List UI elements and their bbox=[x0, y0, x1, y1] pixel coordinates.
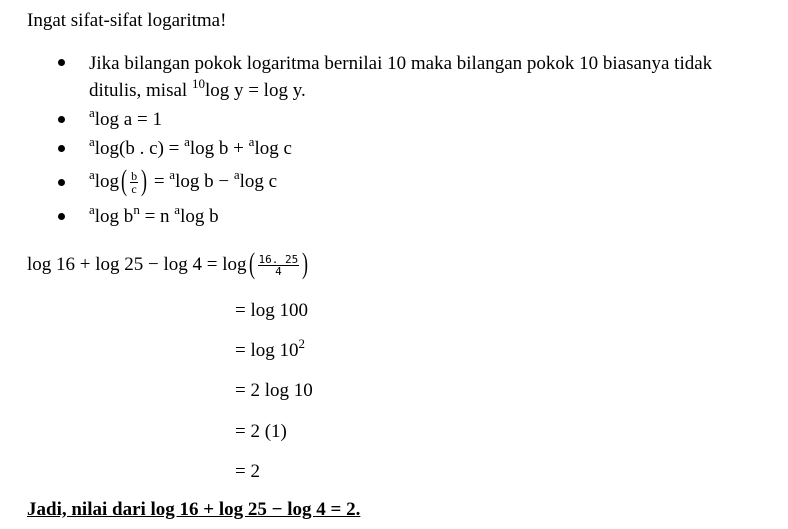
bullet-4-fraction bbox=[130, 170, 138, 196]
bullet-2-sup: a bbox=[89, 105, 95, 120]
bullet-1-line-2 bbox=[89, 76, 306, 101]
bullet-4-sup-3: a bbox=[233, 167, 240, 182]
bullet-3 bbox=[89, 134, 292, 159]
bullet-5-sup-2: a bbox=[174, 202, 181, 217]
work-paren-close: ) bbox=[302, 246, 309, 280]
bullet-1-dot bbox=[58, 59, 65, 66]
bullet-5-text-3: log b bbox=[180, 206, 219, 227]
intro-text: Ingat sifat-sifat logaritma! bbox=[27, 10, 227, 31]
work-step-4: = 2 (1) bbox=[235, 421, 287, 442]
bullet-5-text-2: = n bbox=[139, 206, 175, 227]
bullet-5-text-1: log b bbox=[94, 206, 134, 227]
bullet-4-denominator: c bbox=[131, 182, 137, 197]
work-step-1: = log 100 bbox=[235, 300, 308, 321]
bullet-4 bbox=[89, 163, 277, 202]
bullet-4-numerator: b bbox=[131, 168, 138, 183]
bullet-2-text: log a = 1 bbox=[94, 109, 162, 130]
bullet-5-sup-n: n bbox=[133, 202, 140, 217]
work-line-1 bbox=[27, 245, 310, 286]
bullet-1-post: log y = log y. bbox=[204, 80, 306, 101]
bullet-1-sup: 10 bbox=[191, 76, 205, 91]
bullet-4-dot bbox=[58, 179, 65, 186]
bullet-5 bbox=[89, 202, 219, 227]
work-denominator: 4 bbox=[275, 265, 282, 279]
bullet-3-dot bbox=[58, 145, 65, 152]
bullet-3-sup-1: a bbox=[89, 134, 95, 149]
bullet-4-sup-2: a bbox=[169, 167, 176, 182]
bullet-3-sup-3: a bbox=[248, 134, 255, 149]
work-step-2 bbox=[235, 336, 305, 361]
bullet-4-sup-1: a bbox=[89, 167, 95, 182]
bullet-5-dot bbox=[58, 213, 65, 220]
bullet-4-paren-close: ) bbox=[141, 163, 148, 197]
bullet-1-pre: ditulis, misal bbox=[89, 80, 192, 101]
bullet-2 bbox=[89, 105, 162, 130]
work-step-3: = 2 log 10 bbox=[235, 380, 313, 401]
bullet-3-sup-2: a bbox=[184, 134, 190, 149]
bullet-5-sup-1: a bbox=[89, 202, 95, 217]
bullet-4-text-2: log b − bbox=[175, 171, 234, 192]
bullet-3-text-2: log b + bbox=[189, 138, 249, 159]
work-paren-open: ( bbox=[248, 246, 255, 280]
work-step-2-sup: 2 bbox=[298, 336, 305, 351]
bullet-1-line-1: Jika bilangan pokok logaritma bernilai 10 maka bilangan pokok 10 biasanya tidak bbox=[89, 53, 713, 74]
work-lhs: log 16 + log 25 − log 4 = log bbox=[27, 254, 247, 275]
work-step-5: = 2 bbox=[235, 461, 260, 482]
bullet-4-eq: = bbox=[149, 171, 170, 192]
work-numerator: 16. 25 bbox=[258, 252, 299, 266]
bullet-4-text-1: log bbox=[94, 171, 120, 192]
bullet-2-dot bbox=[58, 116, 65, 123]
conclusion: Jadi, nilai dari log 16 + log 25 − log 4 = 2. bbox=[27, 499, 361, 520]
bullet-3-text-3: log c bbox=[254, 138, 292, 159]
bullet-4-text-3: log c bbox=[239, 171, 278, 192]
work-fraction bbox=[258, 254, 300, 278]
bullet-4-paren-open: ( bbox=[121, 163, 128, 197]
bullet-3-text-1: log(b . c) = bbox=[94, 138, 185, 159]
work-step-2-text: = log 10 bbox=[235, 340, 299, 361]
